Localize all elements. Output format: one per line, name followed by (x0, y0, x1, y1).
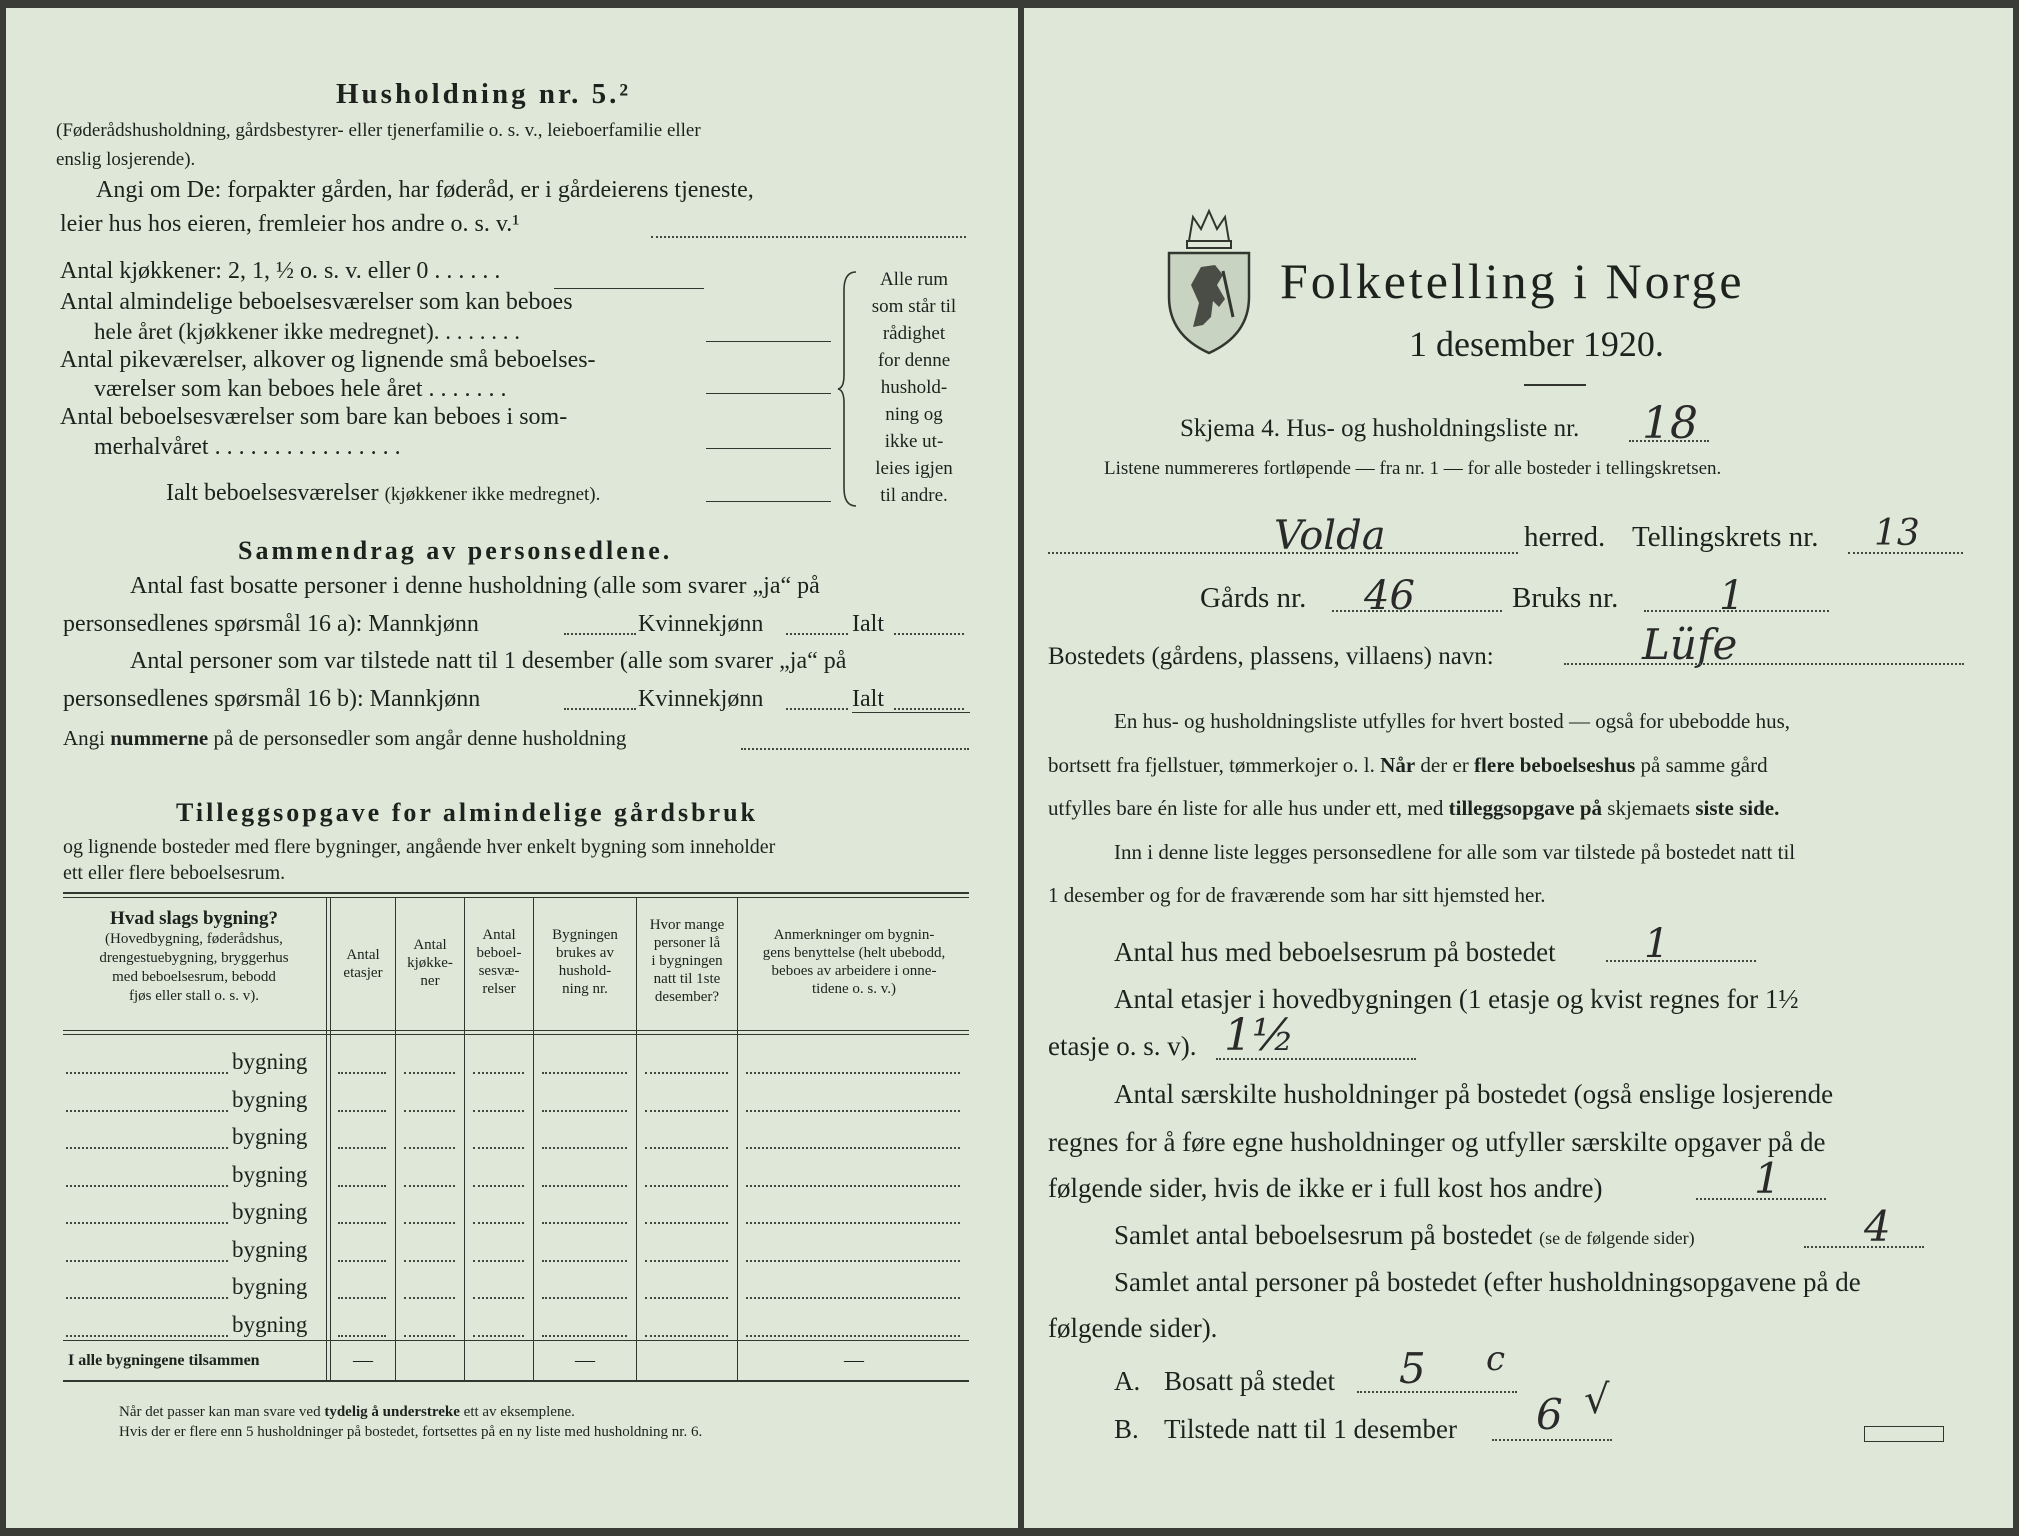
header-line: sesvæ- (478, 963, 520, 979)
header-line: kjøkke- (407, 955, 453, 971)
present-total-line (894, 708, 964, 710)
instruction-3: utfylles bare én liste for alle hus under ett, med tilleggsopgave på skjemaets siste side. (1048, 796, 1780, 820)
summary-resident-1: Antal fast bosatte personer i denne husholdning (alle som svarer „ja“ på (130, 573, 820, 599)
building-cell-line (542, 1260, 627, 1262)
building-cell-line (746, 1297, 960, 1299)
present-total-underline (852, 712, 970, 713)
houses-value: 1 (1644, 921, 1670, 967)
coat-of-arms-icon (1163, 207, 1255, 357)
building-cell-line (645, 1072, 728, 1074)
ordinary-rooms-label-2: hele året (kjøkkener ikke medregnet). . . . . . . . (94, 319, 520, 344)
header-line: Bygningen (552, 927, 618, 943)
building-row-line (66, 1185, 228, 1187)
households-question-1: Antal særskilte husholdninger på bostedet (også enslige losjerende (1114, 1079, 1834, 1109)
bostedet-value: Lüfe (1642, 620, 1738, 669)
building-cell-line (645, 1147, 728, 1149)
header-line: desember? (654, 989, 720, 1005)
building-cell-line (404, 1335, 455, 1337)
schema-value: 18 (1642, 398, 1698, 449)
building-cell-line (404, 1260, 455, 1262)
present-label: B. (1114, 1414, 1139, 1444)
col-building-title: Hvad slags bygning? (110, 908, 278, 929)
building-row-label: bygning (232, 1124, 308, 1149)
left-page (6, 8, 1018, 1528)
building-cell-line (473, 1147, 524, 1149)
resident-total-label: Ialt (852, 611, 884, 637)
instruction-5: 1 desember og for de fraværende som har sitt hjemsted her. (1048, 883, 1546, 907)
header-line: beboel- (476, 945, 522, 961)
right-page (1024, 8, 2013, 1528)
tellingskrets-label: Tellingskrets nr. (1632, 521, 1819, 553)
building-cell-line (746, 1222, 960, 1224)
total-used-by-dash: — (575, 1349, 595, 1371)
header-line: i bygningen (651, 953, 723, 969)
building-cell-line (542, 1072, 627, 1074)
header-line: (Hovedbygning, føderådshus, (105, 931, 283, 947)
gards-value: 46 (1364, 573, 1415, 619)
resident-text: Bosatt på stedet (1164, 1366, 1335, 1396)
building-cell-line (473, 1185, 524, 1187)
header-line: beboes av arbeidere i onne- (771, 963, 937, 979)
present-text: Tilstede natt til 1 desember (1164, 1414, 1457, 1444)
header-line: drengestuebygning, bryggerhus (99, 950, 289, 966)
herred-value: Volda (1274, 513, 1386, 559)
building-cell-line (542, 1335, 627, 1337)
building-cell-line (404, 1072, 455, 1074)
building-cell-line (645, 1260, 728, 1262)
header-line: etasjer (343, 965, 383, 981)
angi-fill-line (651, 236, 966, 238)
header-line: personer lå (653, 935, 721, 951)
houses-question: Antal hus med beboelsesrum på bostedet (1114, 937, 1556, 967)
building-row-label: bygning (232, 1274, 308, 1299)
building-cell-line (338, 1185, 386, 1187)
summary-present-1: Antal personer som var tilstede natt til 1 desember (alle som svarer „ja“ på (130, 648, 847, 674)
table-bottom-rule (63, 1380, 969, 1382)
building-row-label: bygning (232, 1161, 308, 1187)
header-line: ner (420, 973, 440, 989)
building-row-line (66, 1222, 228, 1224)
building-cell-line (473, 1110, 524, 1112)
building-row-label: bygning (232, 1236, 308, 1262)
col-building-desc (63, 930, 325, 1006)
bostedet-line (1564, 663, 1964, 665)
building-cell-line (746, 1110, 960, 1112)
present-male-line (564, 708, 636, 710)
instruction-1: En hus- og husholdningsliste utfylles for hvert bosted — også for ubebodde hus, (1114, 709, 1790, 733)
summary-title: Sammendrag av personsedlene. (238, 536, 673, 565)
building-cell-line (473, 1297, 524, 1299)
bostedet-label: Bostedets (gårdens, plassens, villaens) navn: (1048, 643, 1494, 670)
table-top-rule-2 (63, 897, 969, 898)
building-cell-line (404, 1222, 455, 1224)
building-cell-line (338, 1110, 386, 1112)
angi-line-1: Angi om De: forpakter gården, har føderåd, er i gårdeierens tjeneste, (96, 177, 754, 203)
supplement-sub-2: ett eller flere beboelsesrum. (63, 862, 286, 884)
table-total-label: I alle bygningene tilsammen (68, 1352, 260, 1369)
building-cell-line (404, 1297, 455, 1299)
building-row-label: bygning (232, 1086, 308, 1112)
rooms-side-note (864, 266, 964, 509)
ordinary-rooms-line (706, 341, 831, 342)
resident-value: 5 (1399, 1344, 1426, 1393)
bruks-line (1644, 610, 1829, 612)
census-date: 1 desember 1920. (1409, 324, 1664, 364)
building-row-line (66, 1297, 228, 1299)
supplement-sub-1: og lignende bosteder med flere bygninger, angående hver enkelt bygning som inneholder (63, 836, 776, 858)
present-value: 6 (1536, 1390, 1563, 1439)
household-title: Husholdning nr. 5.² (336, 78, 632, 110)
building-cell-line (645, 1185, 728, 1187)
rooms-value: 4 (1864, 1202, 1891, 1251)
resident-female-line (786, 633, 848, 635)
col-kitchens-header (396, 936, 464, 990)
building-row-label: bygning (232, 1049, 308, 1074)
resident-line (1357, 1391, 1517, 1393)
floors-question-2: etasje o. s. v). (1048, 1031, 1197, 1061)
houses-line (1606, 960, 1756, 962)
households-value: 1 (1754, 1154, 1781, 1203)
persons-question-2: følgende sider). (1048, 1313, 1218, 1343)
building-row-label: bygning (232, 1311, 308, 1337)
supplement-title: Tilleggsopgave for almindelige gårdsbruk (176, 798, 759, 827)
building-cell-line (473, 1072, 524, 1074)
maids-rooms-line (706, 393, 831, 394)
side-note-line: til andre. (880, 485, 948, 506)
header-line: Antal (482, 927, 516, 943)
floors-value: 1½ (1224, 1010, 1295, 1061)
gards-label: Gårds nr. (1200, 582, 1307, 614)
present-female-line (786, 708, 848, 710)
footnote-1: Når det passer kan man svare ved tydelig å understreke ett av eksemplene. (119, 1404, 575, 1420)
side-note-line: ning og (885, 404, 943, 425)
instruction-4: Inn i denne liste legges personsedlene for alle som var tilstede på bostedet natt til (1114, 840, 1796, 864)
total-rooms-line (706, 501, 831, 502)
bruks-label: Bruks nr. (1512, 582, 1619, 614)
side-note-line: rådighet (882, 323, 946, 344)
building-cell-line (338, 1222, 386, 1224)
building-cell-line (338, 1072, 386, 1074)
resident-check-mark: c (1486, 1339, 1506, 1379)
floors-question-1: Antal etasjer i hovedbygningen (1 etasje og kvist regnes for 1½ (1114, 984, 1799, 1014)
side-note-line: hushold- (880, 377, 948, 398)
herred-line (1048, 552, 1518, 554)
maids-rooms-label-2: værelser som kan beboes hele året . . . . . . . (94, 376, 507, 402)
building-cell-line (338, 1260, 386, 1262)
side-note-line: som står til (871, 296, 957, 317)
schema-label: Skjema 4. Hus- og husholdningsliste nr. (1180, 415, 1580, 442)
households-line (1696, 1198, 1826, 1200)
building-cell-line (338, 1297, 386, 1299)
summary-resident-2: personsedlenes spørsmål 16 a): Mannkjønn (63, 611, 479, 637)
table-head-rule-2 (63, 1034, 969, 1035)
header-line: relser (482, 981, 516, 997)
col-building-header (63, 908, 325, 1006)
building-cell-line (746, 1072, 960, 1074)
census-title: Folketelling i Norge (1280, 253, 1745, 309)
table-head-rule (63, 1030, 969, 1031)
rooms-line (1804, 1246, 1924, 1248)
building-row-line (66, 1147, 228, 1149)
building-cell-line (746, 1260, 960, 1262)
summary-present-2: personsedlenes spørsmål 16 b): Mannkjønn (63, 686, 481, 712)
listene-note: Listene nummereres fortløpende — fra nr. 1 — for alle bosteder i tellingskretsen. (1104, 458, 1722, 479)
tellingskrets-value: 13 (1874, 513, 1920, 554)
present-female-label: Kvinnekjønn (638, 686, 764, 712)
households-question-3: følgende sider, hvis de ikke er i full kost hos andre) (1048, 1173, 1603, 1203)
building-cell-line (542, 1222, 627, 1224)
header-line: hushold- (558, 963, 612, 979)
building-cell-line (645, 1222, 728, 1224)
present-total-label: Ialt (852, 686, 884, 712)
angi-nummerne: Angi nummerne på de personsedler som angår denne husholdning (63, 726, 627, 750)
building-cell-line (645, 1110, 728, 1112)
resident-female-label: Kvinnekjønn (638, 611, 764, 637)
building-row-line (66, 1072, 228, 1074)
persons-question-1: Samlet antal personer på bostedet (efter husholdningsopgavene på de (1114, 1267, 1861, 1297)
header-line: Anmerkninger om bygnin- (773, 927, 935, 943)
angi-nummerne-line (741, 748, 969, 750)
building-cell-line (542, 1147, 627, 1149)
header-line: Hvor mange (649, 917, 725, 933)
footnote-2: Hvis der er flere enn 5 husholdninger på bostedet, fortsettes på en ny liste med husholdning nr. 6. (119, 1424, 703, 1440)
resident-total-line (894, 633, 964, 635)
resident-male-line (564, 633, 636, 635)
building-cell-line (542, 1297, 627, 1299)
building-cell-line (404, 1185, 455, 1187)
herred-label: herred. (1524, 521, 1606, 553)
kitchens-label: Antal kjøkkener: 2, 1, ½ o. s. v. eller 0 . . . . . . (60, 258, 501, 284)
col-remarks-header (738, 926, 970, 998)
household-note-2: enslig losjerende). (56, 149, 196, 170)
angi-line-2: leier hus hos eieren, fremleier hos andre o. s. v.¹ (60, 211, 520, 237)
side-note-line: for denne (877, 350, 951, 371)
col-rooms-header (465, 926, 533, 998)
col-floors-header (331, 946, 395, 982)
ordinary-rooms-label-1: Antal almindelige beboelsesværelser som kan beboes (60, 289, 573, 315)
header-line: brukes av (556, 945, 614, 961)
summer-rooms-label-2: merhalvåret . . . . . . . . . . . . . . . . (94, 434, 401, 460)
building-cell-line (645, 1335, 728, 1337)
bruks-value: 1 (1719, 573, 1745, 619)
col-persons-header (637, 916, 737, 1006)
rooms-question: Samlet antal beboelsesrum på bostedet (se de følgende sider) (1114, 1220, 1695, 1250)
building-cell-line (542, 1110, 627, 1112)
present-line (1492, 1439, 1612, 1441)
building-cell-line (473, 1335, 524, 1337)
resident-label: A. (1114, 1366, 1141, 1396)
total-remarks-dash: — (844, 1349, 864, 1371)
header-line: natt til 1ste (653, 971, 721, 987)
building-cell-line (542, 1185, 627, 1187)
building-cell-line (645, 1297, 728, 1299)
total-floors-dash: — (353, 1349, 373, 1371)
building-cell-line (473, 1260, 524, 1262)
table-col-rule (326, 897, 327, 1380)
present-check-mark: √ (1584, 1377, 1610, 1423)
header-line: med beboelsesrum, bebodd (112, 969, 276, 985)
side-note-line: ikke ut- (884, 431, 944, 452)
table-total-rule (63, 1340, 969, 1341)
building-row-label: bygning (232, 1199, 308, 1224)
printer-stamp (1864, 1426, 1944, 1442)
header-line: ning nr. (562, 981, 608, 997)
building-cell-line (746, 1147, 960, 1149)
brace-icon (836, 270, 860, 508)
title-rule (1524, 384, 1586, 386)
gards-line (1332, 610, 1502, 612)
total-rooms-label: Ialt beboelsesværelser (kjøkkener ikke medregnet). (166, 480, 601, 506)
building-cell-line (473, 1222, 524, 1224)
household-note-1: (Føderådshusholdning, gårdsbestyrer- eller tjenerfamilie o. s. v., leieboerfamilie eller (56, 120, 701, 141)
table-top-rule (63, 892, 969, 894)
households-question-2: regnes for å føre egne husholdninger og utfyller særskilte opgaver på de (1048, 1127, 1826, 1157)
summer-rooms-line (706, 448, 831, 449)
building-row-line (66, 1110, 228, 1112)
building-cell-line (746, 1335, 960, 1337)
header-line: fjøs eller stall o. s. v). (129, 988, 259, 1004)
building-row-line (66, 1335, 228, 1337)
instruction-2: bortsett fra fjellstuer, tømmerkojer o. l. Når der er flere beboelseshus på samme gård (1048, 753, 1768, 777)
building-cell-line (746, 1185, 960, 1187)
building-cell-line (338, 1147, 386, 1149)
col-used-by-header (534, 926, 636, 998)
building-cell-line (404, 1147, 455, 1149)
header-line: tidene o. s. v.) (811, 981, 896, 997)
side-note-line: leies igjen (875, 458, 953, 479)
building-cell-line (338, 1335, 386, 1337)
building-row-line (66, 1260, 228, 1262)
floors-line (1216, 1058, 1416, 1060)
schema-line (1629, 440, 1709, 442)
summer-rooms-label-1: Antal beboelsesværelser som bare kan beboes i som- (60, 404, 568, 430)
header-line: Antal (346, 947, 380, 963)
maids-rooms-label-1: Antal pikeværelser, alkover og lignende små beboelses- (60, 347, 596, 373)
tellingskrets-line (1848, 552, 1963, 554)
header-line: Antal (413, 937, 447, 953)
kitchens-line (554, 288, 704, 289)
building-cell-line (404, 1110, 455, 1112)
header-line: gens benyttelse (helt ubebodd, (762, 945, 946, 961)
side-note-line: Alle rum (879, 269, 949, 290)
